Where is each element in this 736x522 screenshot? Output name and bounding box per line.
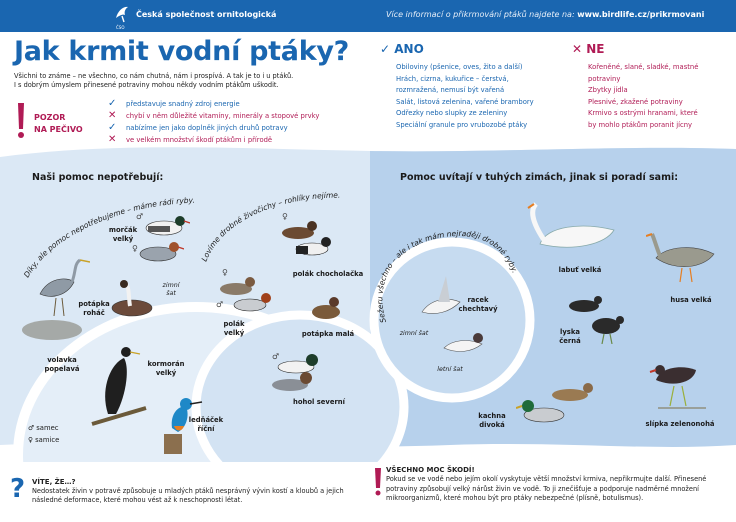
website-link[interactable]: www.birdlife.cz/prikrmovani	[577, 10, 705, 19]
label-hohol: hohol severní	[293, 398, 345, 406]
moorhen-bird	[648, 352, 710, 412]
cross-icon: ✕	[572, 42, 583, 56]
label-kormoran: kormorán velký	[147, 360, 185, 377]
legend-female: ♀ samice	[28, 436, 60, 444]
cross-icon: ✕	[108, 110, 117, 121]
gull-summer-bird	[438, 326, 488, 362]
label-racek: racek chechtavý	[458, 296, 498, 313]
label-slipka: slípka zelenonohá	[645, 420, 715, 428]
label-potapka-mala: potápka malá	[301, 330, 355, 338]
ano-item: Hrách, cizrna, kukuřice – čerstvá,	[396, 74, 509, 83]
check-icon: ✓	[108, 122, 117, 133]
female-icon: ♀	[282, 212, 288, 221]
label-zimni-sat-right: zimní šat	[399, 330, 429, 337]
left-section-title: Naši pomoc nepotřebují:	[32, 172, 164, 183]
did-you-know-text: Nedostatek živin v potravě způsobuje u mladých ptáků nesprávný vývin kostí a kloubů a jejich následné deformace, které mohou vést až k neschopnosti létat.	[32, 487, 344, 504]
label-letni-sat: letní šat	[437, 366, 463, 373]
ne-item: Kořeněné, slané, sladké, mastné	[588, 63, 699, 71]
pochard-bird	[230, 290, 276, 314]
male-icon: ♂	[136, 212, 144, 221]
check-icon: ✓	[380, 42, 391, 56]
cormorant-bird	[88, 340, 148, 426]
ano-heading: ✓ ANO	[380, 42, 424, 56]
label-potapka-rohac: potápka roháč	[78, 300, 110, 317]
ne-item: by mohlo ptákům poranit jícny	[588, 120, 693, 129]
label-zimni-sat-left: zimní šat	[162, 282, 180, 297]
goose-bird	[646, 228, 718, 284]
goldeneye-female-bird	[266, 370, 320, 394]
warning-item: ✓ představuje snadný zdroj energie	[108, 98, 240, 109]
label-kachna: kachna divoká	[478, 412, 506, 429]
arc-text-inner: Lovíme drobné živočichy – rohlíky nejíme.	[199, 190, 341, 263]
ne-item: Zbytky jídla	[588, 86, 628, 95]
ano-item: Salát, listová zelenina, vařené brambory	[396, 97, 534, 106]
coot-bird	[586, 312, 630, 344]
sex-legend	[28, 422, 59, 446]
label-morcak: morčák velký	[108, 226, 138, 243]
male-icon: ♂	[216, 300, 224, 309]
exclamation-icon	[374, 468, 382, 496]
right-section-title: Pomoc uvítají v tuhých zimách, jinak si poradí sami:	[400, 172, 679, 183]
ne-item: Plesnivé, zkažené potraviny	[588, 97, 683, 106]
rock	[22, 318, 82, 342]
arc-text-right: Sežeru všechno – ale i tak mám nejraději drobné ryby.	[375, 228, 520, 324]
female-icon: ♀	[132, 244, 138, 253]
label-lyska: lyska černá	[559, 328, 581, 345]
female-icon: ♀	[28, 436, 36, 444]
warning-title-line: NA PEČIVO	[34, 125, 83, 134]
org-name: Česká společnost ornitologická	[136, 10, 277, 19]
male-icon: ♂	[28, 424, 37, 432]
label-volavka: volavka popelavá	[44, 356, 80, 373]
intro-line: I s dobrým úmyslem přinesené potraviny mohou někdy vodním ptákům uškodit.	[14, 81, 279, 89]
warning-item: ✓ nabízíme jen jako doplněk jiných druhů potravy	[108, 122, 288, 133]
did-you-know-title: VÍTE, ŽE…?	[32, 478, 76, 486]
too-much-harms-box	[386, 466, 726, 504]
ano-item: Odřezky nebo slupky ze zeleniny	[396, 109, 508, 118]
warning-title-line: POZOR	[34, 113, 66, 122]
tufted-duck-bird	[292, 234, 336, 258]
mallard-bird	[516, 398, 572, 426]
coot-swimming-bird	[566, 292, 606, 314]
label-lednacek: ledňáček říční	[188, 416, 224, 433]
arc-text-outer: Díky, ale pomoc nepotřebujeme – máme rádi ryby.	[21, 195, 195, 280]
label-labut: labuť velká	[558, 266, 602, 274]
ne-heading: ✕ NE	[572, 42, 605, 56]
male-icon: ♂	[272, 352, 280, 361]
page-title: Jak krmit vodní ptáky?	[14, 36, 350, 67]
did-you-know-box	[32, 478, 362, 505]
little-grebe-bird	[306, 292, 346, 322]
ano-item: rozmražená, nemusí být vařená	[396, 86, 505, 95]
label-polak-velky: polák velký	[223, 320, 245, 337]
label-polak-chocholacka: polák chocholačka	[292, 270, 364, 278]
ne-item: potraviny	[588, 74, 621, 83]
swan-bird	[526, 200, 620, 256]
ano-item: Obiloviny (pšenice, oves, žito a další)	[396, 63, 523, 71]
legend-male: ♂ samec	[28, 424, 59, 432]
more-info-text: Více informací o přikrmování ptáků najdete na:	[386, 10, 575, 19]
ano-item: Speciální granule pro vrubozobé ptáky	[396, 120, 528, 129]
label-husa: husa velká	[670, 296, 712, 304]
warning-item: ✕ ve velkém množství škodí ptákům i přírodě	[108, 134, 273, 145]
merganser-bird	[140, 212, 190, 238]
logo-text: ČSO	[116, 25, 125, 30]
warning-item: ✕ chybí v něm důležité vitamíny, minerály a stopové prvky	[108, 110, 320, 121]
intro-line: Všichni to známe – ne všechno, co nám chutná, nám i prospívá. A tak je to i u ptáků.	[14, 72, 294, 80]
female-icon: ♀	[222, 268, 228, 277]
question-icon: ?	[10, 474, 26, 504]
check-icon: ✓	[108, 98, 117, 109]
too-much-harms-text: Pokud se ve vodě nebo jejím okolí vyskytuje větší množství krmiva, nepřikrmujte další. Přinesené potraviny způsobují velký nárůst živin ve vodě. To ji znečišťuje a podporuje nadměrné množení mikroorganizmů, které mohou být pro ptáky nebezpečné (plísně, botulismus).	[386, 475, 707, 503]
cross-icon: ✕	[108, 134, 117, 145]
merganser-female-bird	[134, 238, 184, 264]
ne-item: Krmivo s ostrými hranami, které	[588, 109, 698, 118]
too-much-harms-title: VŠECHNO MOC ŠKODÍ!	[386, 466, 475, 474]
